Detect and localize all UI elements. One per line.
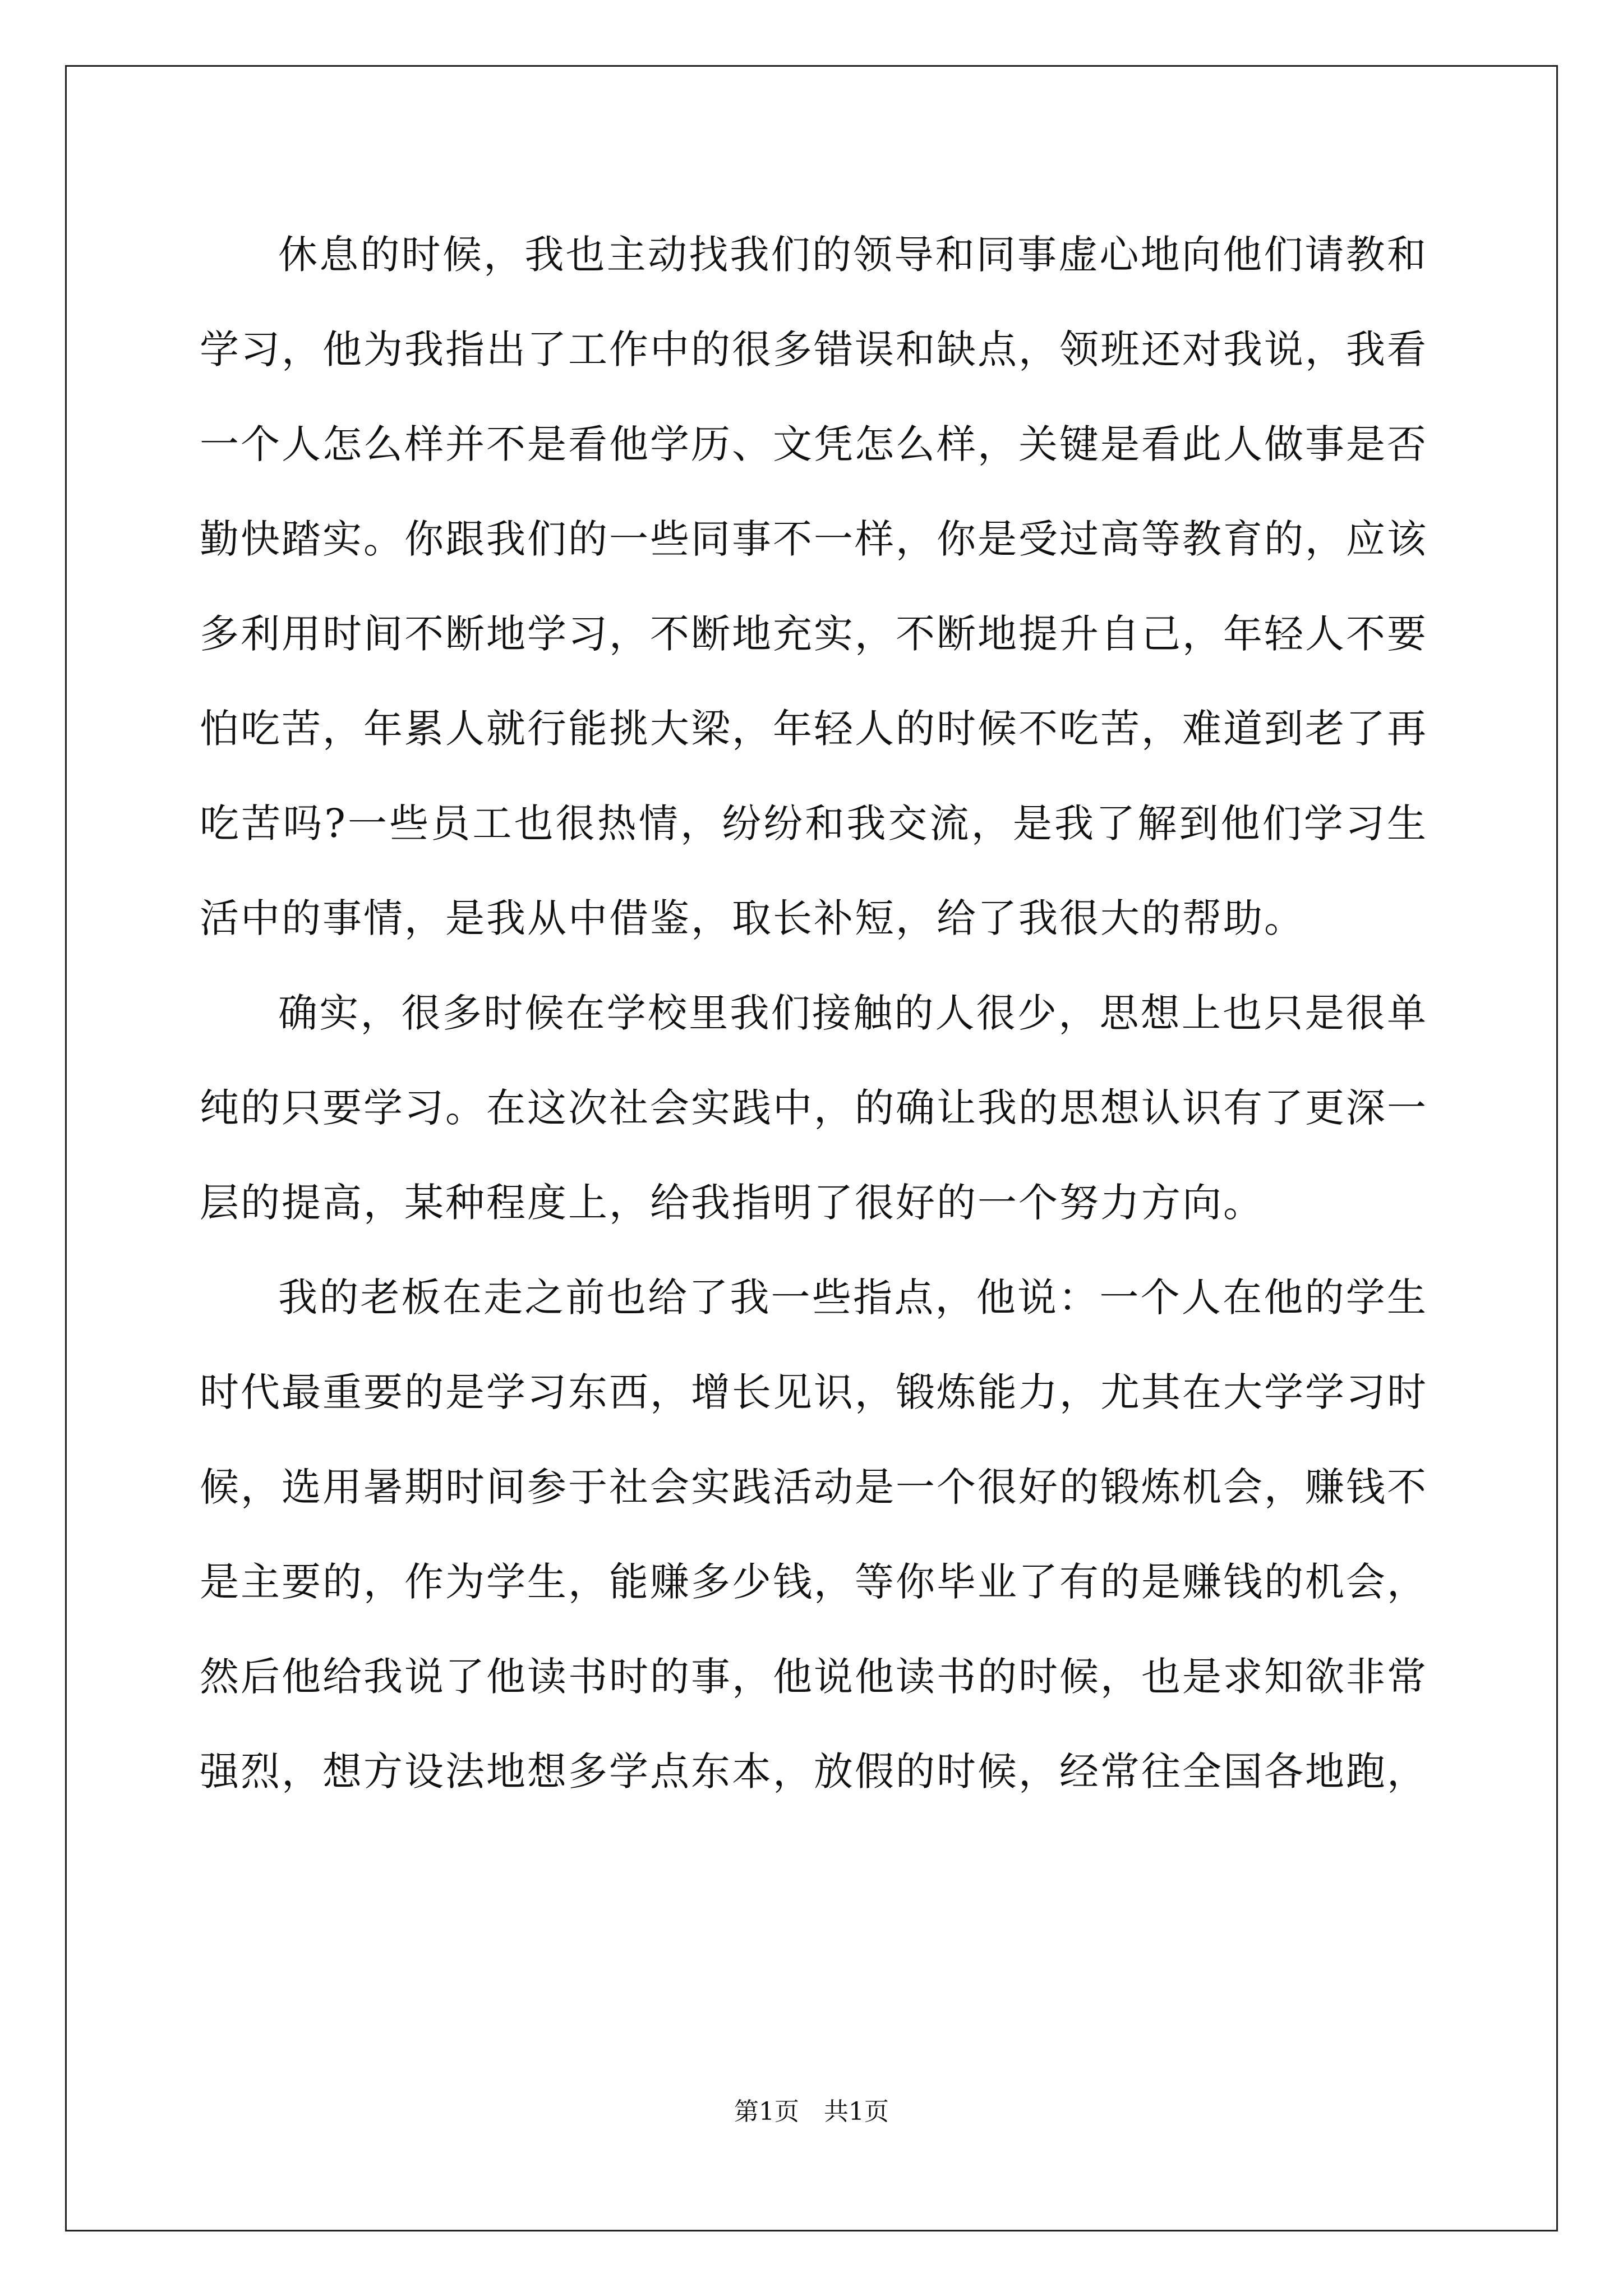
paragraph-1: 休息的时候，我也主动找我们的领导和同事虚心地向他们请教和学习，他为我指出了工作中的很多错误和缺点，领班还对我说，我看一个人怎么样并不是看他学历、文凭怎么样，关键是看此人做事是否勤快踏实。你跟我们的一些同事不一样，你是受过高等教育的，应该多利用时间不断地学习，不断地充实，不断地提升自己，年轻人不要怕吃苦，年累人就行能挑大梁，年轻人的时候不吃苦，难道到老了再吃苦吗?一些员工也很热情，纷纷和我交流，是我了解到他们学习生活中的事情，是我从中借鉴，取长补短，给了我很大的帮助。 (200, 232, 1428, 941)
document-body (200, 208, 1428, 1819)
page-footer (0, 2095, 1623, 2129)
paragraph-2: 确实，很多时候在学校里我们接触的人很少，思想上也只是很单纯的只要学习。在这次社会实践中，的确让我的思想认识有了更深一层的提高，某种程度上，给我指明了很好的一个努力方向。 (200, 990, 1428, 1226)
total-pages-label: 共1页 (824, 2097, 889, 2126)
page-number-label: 第1页 (734, 2097, 799, 2126)
paragraph-3: 我的老板在走之前也给了我一些指点，他说：一个人在他的学生时代最重要的是学习东西，增长见识，锻炼能力，尤其在大学学习时候，选用暑期时间参于社会实践活动是一个很好的锻炼机会，赚钱不是主要的，作为学生，能赚多少钱，等你毕业了有的是赚钱的机会，然后他给我说了他读书时的事，他说他读书的时候，也是求知欲非常强烈，想方设法地想多学点东本，放假的时候，经常往全国各地跑， (200, 1274, 1428, 1795)
